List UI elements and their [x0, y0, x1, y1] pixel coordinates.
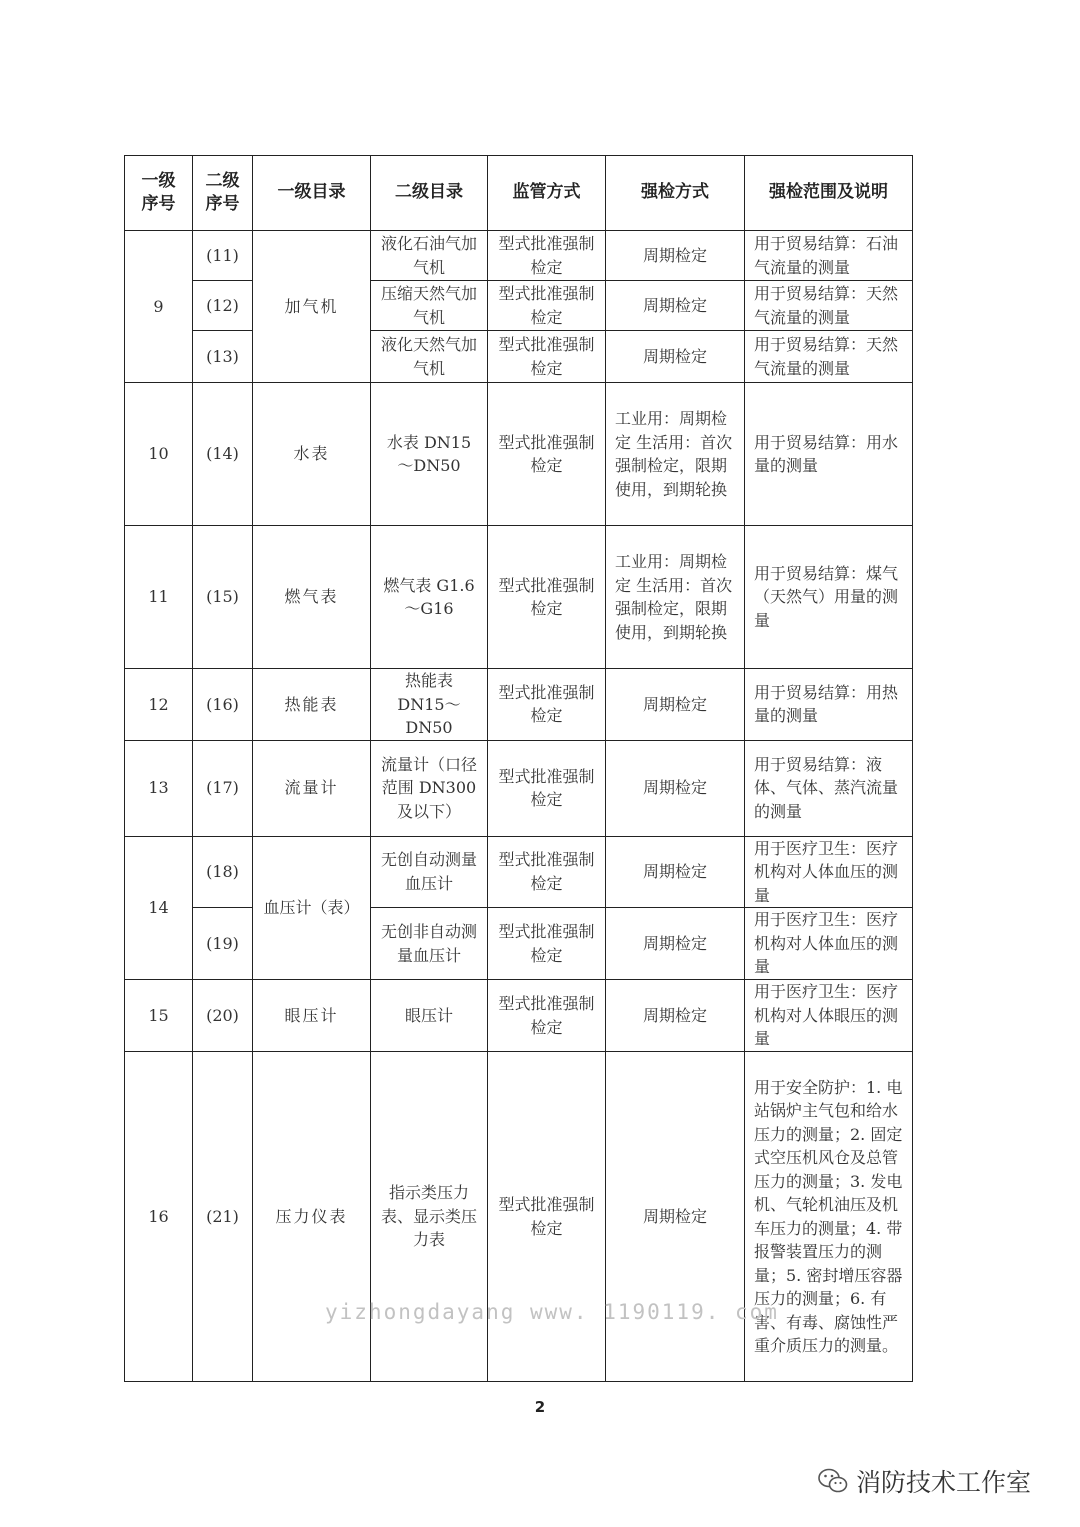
cell-sub-cat: 指示类压力表、显示类压力表	[371, 1052, 488, 1382]
cell-cat: 燃气表	[253, 526, 371, 669]
table-row	[125, 980, 913, 1052]
cell-cat: 眼压计	[253, 980, 371, 1052]
cell-supervision: 型式批准强制检定	[488, 526, 606, 669]
credit-text: 消防技术工作室	[856, 1468, 1032, 1497]
cell-supervision: 型式批准强制检定	[488, 281, 606, 331]
cell-cat: 水表	[253, 383, 371, 526]
cell-sub: (16)	[193, 669, 253, 741]
header-inspection: 强检方式	[606, 156, 745, 231]
table-row	[125, 331, 913, 383]
cell-scope: 用于医疗卫生：医疗机构对人体血压的测量	[745, 908, 913, 980]
cell-sub: (19)	[193, 908, 253, 980]
cell-sub-cat: 流量计（口径范围 DN300 及以下）	[371, 740, 488, 836]
cell-sub-cat: 液化石油气加气机	[371, 231, 488, 281]
table-row	[125, 908, 913, 980]
cell-cat: 加气机	[253, 231, 371, 383]
table-row	[125, 669, 913, 741]
cell-cat: 热能表	[253, 669, 371, 741]
cell-cat: 压力仪表	[253, 1052, 371, 1382]
cell-sub: (15)	[193, 526, 253, 669]
cell-no: 11	[125, 526, 193, 669]
cell-sub-cat: 水表 DN15～DN50	[371, 383, 488, 526]
header-level2-cat: 二级目录	[371, 156, 488, 231]
cell-sub: (20)	[193, 980, 253, 1052]
cell-no: 9	[125, 231, 193, 383]
cell-no: 13	[125, 740, 193, 836]
source-credit	[818, 1463, 1031, 1499]
cell-supervision: 型式批准强制检定	[488, 669, 606, 741]
cell-supervision: 型式批准强制检定	[488, 980, 606, 1052]
cell-no: 16	[125, 1052, 193, 1382]
cell-sub-cat: 热能表 DN15～DN50	[371, 669, 488, 741]
cell-scope: 用于贸易结算：用水量的测量	[745, 383, 913, 526]
table-row	[125, 231, 913, 281]
cell-sub: (21)	[193, 1052, 253, 1382]
cell-inspection: 周期检定	[606, 281, 745, 331]
cell-sub: (12)	[193, 281, 253, 331]
cell-cat: 流量计	[253, 740, 371, 836]
cell-supervision: 型式批准强制检定	[488, 908, 606, 980]
cell-scope: 用于贸易结算：液体、气体、蒸汽流量的测量	[745, 740, 913, 836]
cell-inspection: 工业用：周期检定 生活用：首次强制检定，限期使用，到期轮换	[606, 526, 745, 669]
cell-sub-cat: 燃气表 G1.6～G16	[371, 526, 488, 669]
cell-supervision: 型式批准强制检定	[488, 740, 606, 836]
table-row	[125, 526, 913, 669]
cell-inspection: 周期检定	[606, 836, 745, 908]
cell-sub: (11)	[193, 231, 253, 281]
wechat-icon	[818, 1468, 848, 1494]
cell-sub: (13)	[193, 331, 253, 383]
cell-no: 12	[125, 669, 193, 741]
regulation-table	[124, 155, 913, 1382]
cell-inspection: 周期检定	[606, 908, 745, 980]
cell-sub-cat: 无创自动测量血压计	[371, 836, 488, 908]
header-level2-no: 二级序号	[193, 156, 253, 231]
cell-scope: 用于贸易结算：煤气（天然气）用量的测量	[745, 526, 913, 669]
cell-supervision: 型式批准强制检定	[488, 231, 606, 281]
cell-scope: 用于贸易结算：天然气流量的测量	[745, 281, 913, 331]
cell-no: 14	[125, 836, 193, 980]
cell-supervision: 型式批准强制检定	[488, 383, 606, 526]
page-number: 2	[534, 1398, 546, 1416]
cell-sub-cat: 眼压计	[371, 980, 488, 1052]
cell-supervision: 型式批准强制检定	[488, 1052, 606, 1382]
header-supervision: 监管方式	[488, 156, 606, 231]
cell-sub-cat: 无创非自动测量血压计	[371, 908, 488, 980]
cell-inspection: 周期检定	[606, 980, 745, 1052]
header-level1-cat: 一级目录	[253, 156, 371, 231]
cell-scope: 用于医疗卫生：医疗机构对人体血压的测量	[745, 836, 913, 908]
table-row	[125, 836, 913, 908]
cell-sub-cat: 液化天然气加气机	[371, 331, 488, 383]
table-row	[125, 281, 913, 331]
cell-scope: 用于贸易结算：石油气流量的测量	[745, 231, 913, 281]
header-scope: 强检范围及说明	[745, 156, 913, 231]
cell-no: 10	[125, 383, 193, 526]
table-row	[125, 1052, 913, 1382]
cell-inspection: 周期检定	[606, 1052, 745, 1382]
cell-scope: 用于贸易结算：天然气流量的测量	[745, 331, 913, 383]
cell-inspection: 周期检定	[606, 740, 745, 836]
cell-sub-cat: 压缩天然气加气机	[371, 281, 488, 331]
cell-inspection: 周期检定	[606, 669, 745, 741]
cell-inspection: 工业用：周期检定 生活用：首次强制检定，限期使用，到期轮换	[606, 383, 745, 526]
cell-sub: (18)	[193, 836, 253, 908]
header-level1-no: 一级序号	[125, 156, 193, 231]
cell-no: 15	[125, 980, 193, 1052]
table-row	[125, 740, 913, 836]
cell-sub: (17)	[193, 740, 253, 836]
cell-cat: 血压计（表）	[253, 836, 371, 980]
table-header-row	[125, 156, 913, 231]
cell-inspection: 周期检定	[606, 331, 745, 383]
cell-sub: (14)	[193, 383, 253, 526]
watermark: yizhongdayang www. 1190119. com	[325, 1300, 779, 1324]
table-row	[125, 383, 913, 526]
cell-scope: 用于医疗卫生：医疗机构对人体眼压的测量	[745, 980, 913, 1052]
cell-supervision: 型式批准强制检定	[488, 331, 606, 383]
cell-scope: 用于安全防护：1. 电站锅炉主气包和给水压力的测量；2. 固定式空压机风仓及总管压力的测量；3. 发电机、气轮机油压及机车压力的测量；4. 带报警装置压力的测量；5. 密封增压容器压力的测量；6. 有害、有毒、腐蚀性严重介质压力的测量。	[745, 1052, 913, 1382]
cell-scope: 用于贸易结算：用热量的测量	[745, 669, 913, 741]
cell-inspection: 周期检定	[606, 231, 745, 281]
cell-supervision: 型式批准强制检定	[488, 836, 606, 908]
